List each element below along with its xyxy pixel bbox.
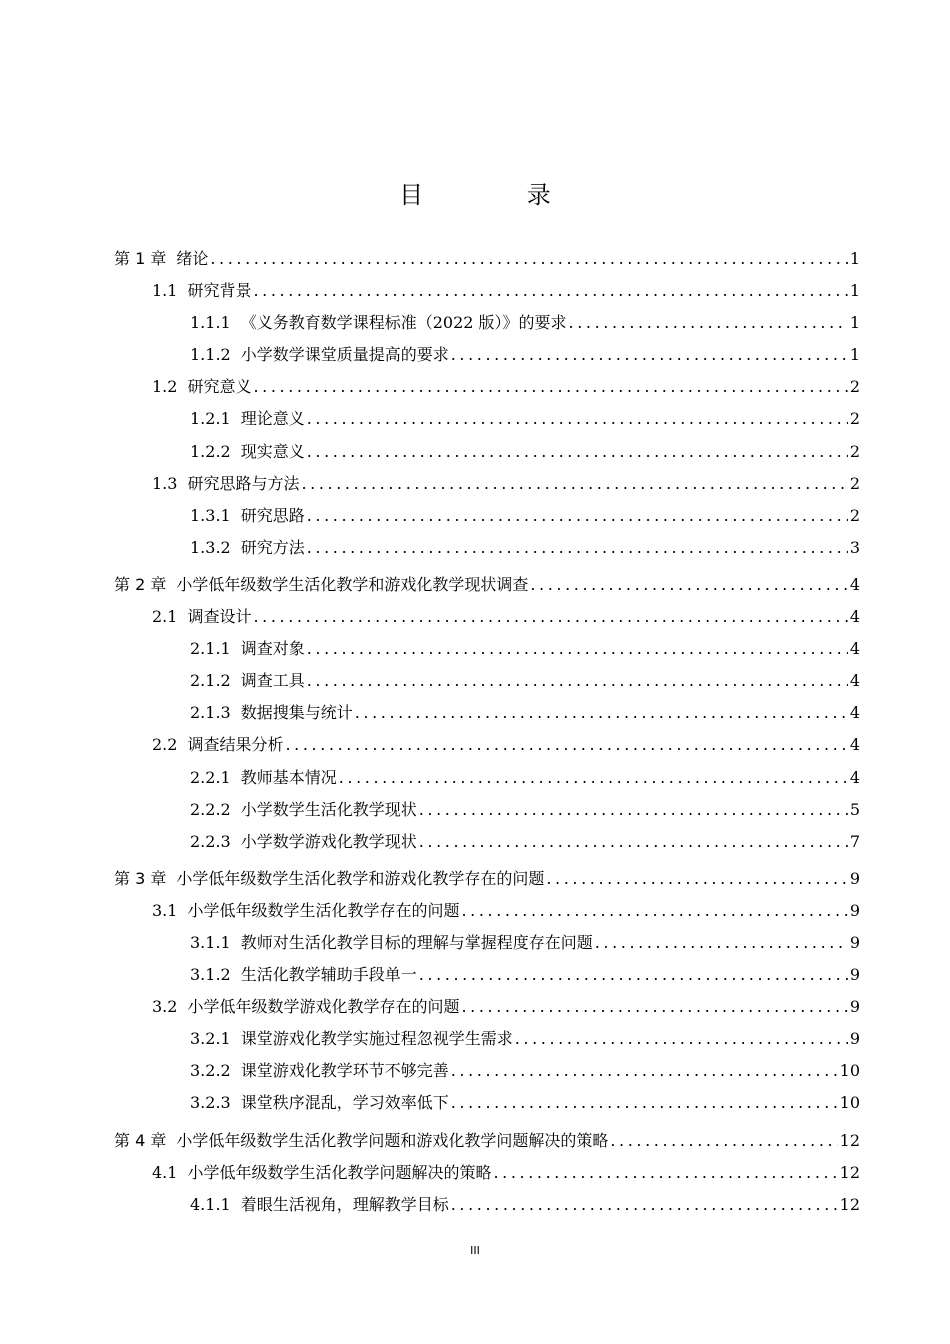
toc-entry-number: 2.1.2: [190, 671, 231, 691]
toc-entry-number: 第 2 章: [114, 574, 167, 594]
toc-entry-number: 1.2.1: [190, 409, 231, 429]
toc-entry-label: [152, 729, 283, 761]
toc-entry-label: [152, 371, 251, 403]
toc-entry[interactable]: [114, 532, 860, 564]
toc-page-number: 1: [849, 313, 860, 333]
toc-entry[interactable]: [114, 762, 860, 794]
dot-leader: [595, 927, 848, 959]
toc-entry[interactable]: [114, 371, 860, 403]
toc-entry-title: 绪论: [176, 249, 209, 268]
toc-entry[interactable]: [114, 927, 860, 959]
toc-entry-label: [190, 1055, 449, 1087]
toc-entry-number: 3.2.2: [190, 1061, 231, 1081]
toc-entry-title: 研究意义: [187, 377, 252, 397]
toc-entry-number: 4.1: [152, 1162, 178, 1182]
toc-entry-number: 2.1.3: [190, 703, 231, 723]
dot-leader: [307, 532, 848, 564]
toc-entry[interactable]: [114, 729, 860, 761]
toc-page-number: 2: [849, 441, 860, 461]
toc-page-number: 1: [849, 249, 860, 268]
toc-entry-title: 小学低年级数学生活化教学和游戏化教学现状调查: [176, 574, 529, 594]
toc-entry-title: 调查工具: [240, 671, 305, 691]
toc-entry[interactable]: [114, 794, 860, 826]
dot-leader: [307, 436, 848, 468]
toc-entry[interactable]: [114, 1055, 860, 1087]
dot-leader: [515, 1023, 848, 1055]
toc-page-number: 1: [849, 345, 860, 365]
toc-entry-number: 第 1 章: [114, 249, 167, 268]
toc-entry-number: 3.2: [152, 997, 178, 1017]
toc-entry-label: [190, 403, 305, 435]
toc-page-number: 4: [849, 735, 860, 755]
toc-page-number: 4: [849, 703, 860, 723]
toc-entry-number: 3.1: [152, 900, 178, 920]
toc-entry-number: 2.2.3: [190, 831, 231, 851]
dot-leader: [493, 1157, 837, 1189]
toc-entry[interactable]: [114, 1125, 860, 1157]
toc-entry-label: [190, 532, 305, 564]
toc-entry-label: [190, 959, 417, 991]
toc-entry[interactable]: [114, 895, 860, 927]
toc-entry-title: 生活化教学辅助手段单一: [240, 965, 417, 985]
toc-entry-label: [190, 633, 305, 665]
toc-entry-title: 小学低年级数学游戏化教学存在的问题: [187, 997, 460, 1017]
toc-entry[interactable]: [114, 569, 860, 601]
page-title: 目 录: [399, 181, 599, 209]
toc-entry[interactable]: [114, 991, 860, 1023]
toc-page-number: 7: [849, 831, 860, 851]
table-of-contents: [114, 243, 860, 1221]
dot-leader: [355, 697, 848, 729]
toc-entry-title: 小学低年级数学生活化教学问题和游戏化教学问题解决的策略: [176, 1130, 609, 1150]
toc-entry[interactable]: [114, 601, 860, 633]
toc-entry[interactable]: [114, 243, 860, 275]
toc-entry-title: 数据搜集与统计: [240, 703, 353, 723]
toc-page-number: 12: [839, 1194, 860, 1214]
toc-entry-number: 2.1.1: [190, 639, 231, 659]
toc-entry[interactable]: [114, 665, 860, 697]
toc-entry-title: 小学数学生活化教学现状: [240, 799, 417, 819]
dot-leader: [307, 500, 848, 532]
toc-entry[interactable]: [114, 1189, 860, 1221]
toc-entry-label: [190, 665, 305, 697]
dot-leader: [253, 275, 847, 307]
toc-entry[interactable]: [114, 307, 860, 339]
dot-leader: [307, 633, 848, 665]
toc-entry-number: 3.1.2: [190, 965, 231, 985]
dot-leader: [307, 665, 848, 697]
dot-leader: [301, 468, 847, 500]
toc-entry-number: 2.1: [152, 607, 178, 627]
dot-leader: [419, 794, 848, 826]
toc-entry-label: [114, 243, 208, 275]
toc-entry[interactable]: [114, 697, 860, 729]
toc-entry-title: 《义务教育数学课程标准（2022 版）》的要求: [240, 313, 567, 333]
toc-entry-number: 3.2.3: [190, 1093, 231, 1113]
dot-leader: [461, 991, 847, 1023]
toc-entry-number: 3.2.1: [190, 1029, 231, 1049]
toc-entry-label: [190, 1023, 513, 1055]
toc-entry[interactable]: [114, 436, 860, 468]
toc-page-number: 9: [849, 868, 860, 888]
toc-entry-title: 小学数学课堂质量提高的要求: [240, 345, 449, 365]
toc-page-number: 4: [849, 639, 860, 659]
toc-entry-label: [190, 697, 353, 729]
toc-entry[interactable]: [114, 633, 860, 665]
toc-entry-number: 1.3: [152, 473, 178, 493]
toc-entry-label: [152, 991, 459, 1023]
toc-entry-title: 小学低年级数学生活化教学存在的问题: [187, 900, 460, 920]
toc-entry[interactable]: [114, 500, 860, 532]
toc-entry-number: 1.3.1: [190, 505, 231, 525]
toc-entry-title: 小学低年级数学生活化教学和游戏化教学存在的问题: [176, 868, 545, 888]
toc-entry-title: 调查结果分析: [187, 735, 284, 755]
toc-entry-title: 研究背景: [187, 281, 252, 301]
dot-leader: [610, 1125, 837, 1157]
toc-page-number: 12: [839, 1162, 860, 1182]
toc-entry-label: [152, 1157, 491, 1189]
toc-entry-title: 理论意义: [240, 409, 305, 429]
dot-leader: [451, 339, 848, 371]
toc-entry-title: 研究思路: [240, 505, 305, 525]
toc-page-number: 10: [839, 1093, 860, 1113]
dot-leader: [461, 895, 847, 927]
dot-leader: [285, 729, 847, 761]
toc-entry-title: 教师对生活化教学目标的理解与掌握程度存在问题: [240, 932, 593, 952]
toc-entry-title: 研究思路与方法: [187, 473, 300, 493]
toc-entry[interactable]: [114, 959, 860, 991]
toc-entry-title: 研究方法: [240, 537, 305, 557]
toc-page-number: 5: [849, 799, 860, 819]
toc-entry-label: [190, 927, 593, 959]
toc-entry-label: [190, 1087, 449, 1119]
toc-entry-label: [152, 895, 459, 927]
toc-page-number: 2: [849, 377, 860, 397]
dot-leader: [339, 762, 848, 794]
toc-page-number: 4: [849, 574, 860, 594]
toc-page-number: 4: [849, 767, 860, 787]
toc-entry[interactable]: [114, 1023, 860, 1055]
dot-leader: [419, 959, 848, 991]
toc-entry-title: 小学数学游戏化教学现状: [240, 831, 417, 851]
toc-entry-title: 现实意义: [240, 441, 305, 461]
toc-page-number: 2: [849, 409, 860, 429]
dot-leader: [253, 601, 847, 633]
toc-entry-number: 1.1.2: [190, 345, 231, 365]
toc-entry-number: 1.3.2: [190, 537, 231, 557]
toc-entry-number: 2.2.1: [190, 767, 231, 787]
toc-page-number: 4: [849, 671, 860, 691]
toc-entry[interactable]: [114, 1157, 860, 1189]
toc-entry-number: 1.1.1: [190, 313, 231, 333]
toc-entry-number: 1.2: [152, 377, 178, 397]
toc-entry[interactable]: [114, 826, 860, 858]
toc-entry-number: 1.1: [152, 281, 178, 301]
toc-entry-label: [190, 826, 417, 858]
page-number: III: [470, 1244, 480, 1257]
toc-entry-title: 课堂秩序混乱，学习效率低下: [240, 1093, 449, 1113]
toc-entry-number: 4.1.1: [190, 1194, 231, 1214]
toc-entry-title: 着眼生活视角，理解教学目标: [240, 1194, 449, 1214]
dot-leader: [451, 1087, 838, 1119]
toc-entry-label: [190, 1189, 449, 1221]
toc-page-number: 4: [849, 607, 860, 627]
toc-entry-number: 1.2.2: [190, 441, 231, 461]
toc-entry-title: 课堂游戏化教学环节不够完善: [240, 1061, 449, 1081]
toc-entry-label: [114, 569, 528, 601]
toc-entry-label: [190, 762, 337, 794]
toc-entry-number: 第 3 章: [114, 868, 167, 888]
toc-entry[interactable]: [114, 275, 860, 307]
toc-entry[interactable]: [114, 1087, 860, 1119]
toc-entry[interactable]: [114, 468, 860, 500]
dot-leader: [569, 307, 848, 339]
dot-leader: [451, 1189, 838, 1221]
dot-leader: [253, 371, 847, 403]
toc-entry-number: 2.2.2: [190, 799, 231, 819]
toc-entry-title: 调查对象: [240, 639, 305, 659]
toc-entry-title: 调查设计: [187, 607, 252, 627]
toc-entry-label: [152, 601, 251, 633]
toc-entry-title: 教师基本情况: [240, 767, 337, 787]
toc-page-number: 12: [839, 1130, 860, 1150]
toc-entry-label: [190, 436, 305, 468]
dot-leader: [210, 243, 847, 275]
dot-leader: [451, 1055, 838, 1087]
toc-entry-number: 第 4 章: [114, 1130, 167, 1150]
toc-page-number: 9: [849, 997, 860, 1017]
toc-entry-title: 小学低年级数学生活化教学问题解决的策略: [187, 1162, 492, 1182]
dot-leader: [307, 403, 848, 435]
toc-page-number: 9: [849, 900, 860, 920]
toc-page-number: 9: [849, 932, 860, 952]
toc-entry[interactable]: [114, 403, 860, 435]
toc-entry[interactable]: [114, 339, 860, 371]
toc-entry-label: [190, 500, 305, 532]
toc-page-number: 1: [849, 281, 860, 301]
toc-page-number: 9: [849, 1029, 860, 1049]
toc-entry-label: [190, 307, 567, 339]
toc-entry-label: [152, 275, 251, 307]
toc-page-number: 2: [849, 473, 860, 493]
dot-leader: [419, 826, 848, 858]
toc-entry-label: [114, 863, 544, 895]
toc-entry-number: 2.2: [152, 735, 178, 755]
toc-page-number: 9: [849, 965, 860, 985]
toc-entry-label: [152, 468, 299, 500]
dot-leader: [530, 569, 847, 601]
toc-entry-label: [114, 1125, 608, 1157]
toc-entry-title: 课堂游戏化教学实施过程忽视学生需求: [240, 1029, 513, 1049]
toc-page-number: 10: [839, 1061, 860, 1081]
toc-entry-label: [190, 339, 449, 371]
dot-leader: [546, 863, 847, 895]
toc-entry-number: 3.1.1: [190, 932, 231, 952]
toc-page-number: 3: [849, 537, 860, 557]
toc-entry-label: [190, 794, 417, 826]
toc-entry[interactable]: [114, 863, 860, 895]
toc-page-number: 2: [849, 505, 860, 525]
